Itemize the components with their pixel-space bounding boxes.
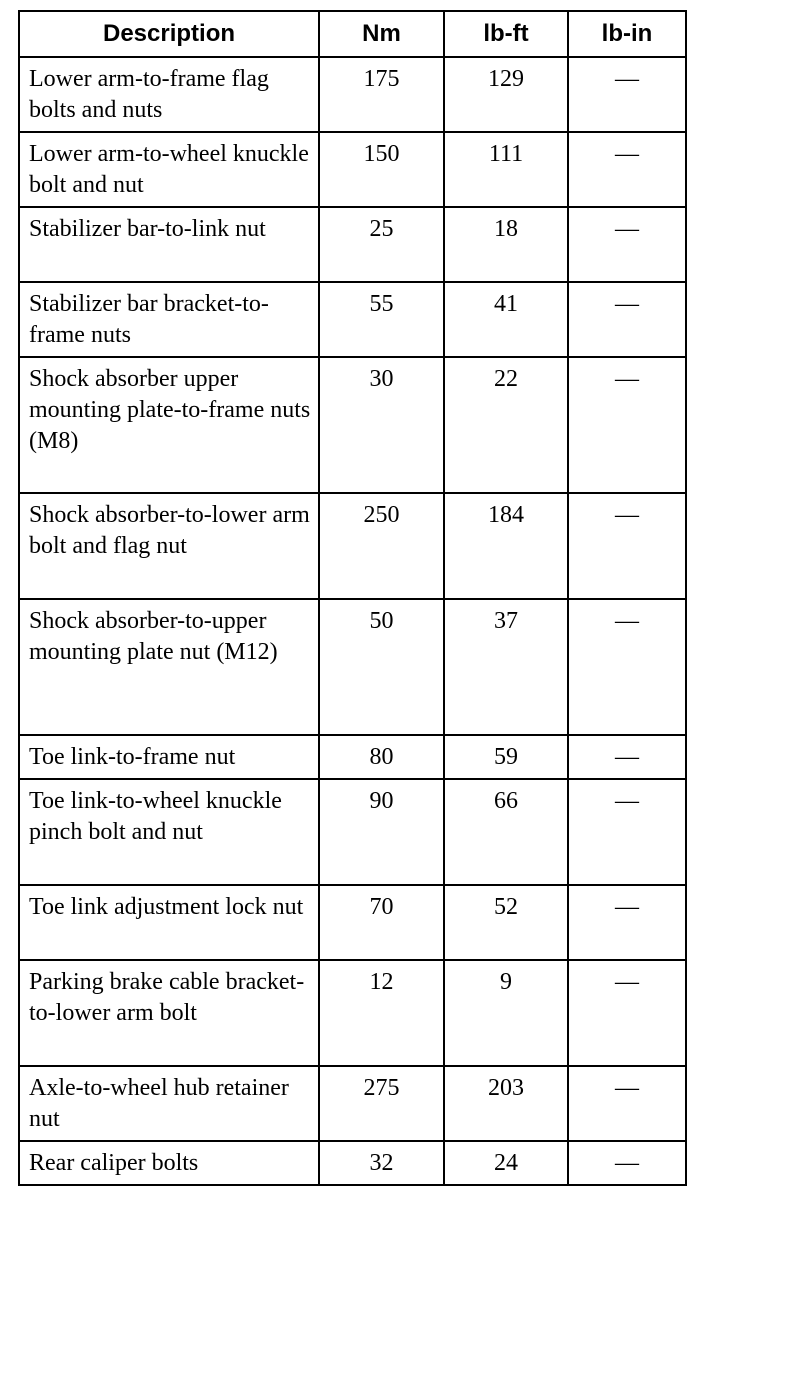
- row-lb-in: —: [568, 57, 686, 132]
- header-lb-ft: lb-ft: [444, 11, 568, 57]
- table-row: [19, 207, 686, 282]
- table-row: [19, 1141, 686, 1185]
- row-lb-ft: 22: [444, 357, 568, 493]
- row-lb-ft: 111: [444, 132, 568, 207]
- row-description: Toe link-to-wheel knuckle pinch bolt and nut: [19, 779, 319, 885]
- row-nm: 25: [319, 207, 444, 282]
- row-nm: 50: [319, 599, 444, 735]
- row-lb-in: —: [568, 282, 686, 357]
- row-description: Parking brake cable bracket-to-lower arm bolt: [19, 960, 319, 1066]
- row-lb-in: —: [568, 493, 686, 599]
- row-lb-ft: 203: [444, 1066, 568, 1141]
- row-nm: 32: [319, 1141, 444, 1185]
- row-lb-ft: 184: [444, 493, 568, 599]
- table-row: [19, 779, 686, 885]
- row-lb-ft: 9: [444, 960, 568, 1066]
- table-row: [19, 960, 686, 1066]
- row-nm: 175: [319, 57, 444, 132]
- row-description: Shock absorber-to-lower arm bolt and flag nut: [19, 493, 319, 599]
- row-lb-ft: 66: [444, 779, 568, 885]
- row-nm: 12: [319, 960, 444, 1066]
- row-nm: 150: [319, 132, 444, 207]
- row-description: Stabilizer bar bracket-to-frame nuts: [19, 282, 319, 357]
- row-lb-in: —: [568, 735, 686, 779]
- row-lb-ft: 37: [444, 599, 568, 735]
- row-lb-in: —: [568, 960, 686, 1066]
- table-row: [19, 493, 686, 599]
- row-lb-in: —: [568, 207, 686, 282]
- row-lb-in: —: [568, 132, 686, 207]
- torque-spec-table: [18, 10, 687, 1186]
- table-row: [19, 57, 686, 132]
- row-lb-in: —: [568, 779, 686, 885]
- row-description: Toe link-to-frame nut: [19, 735, 319, 779]
- header-row: [19, 11, 686, 57]
- row-nm: 250: [319, 493, 444, 599]
- row-description: Shock absorber upper mounting plate-to-frame nuts (M8): [19, 357, 319, 493]
- table-row: [19, 1066, 686, 1141]
- row-nm: 90: [319, 779, 444, 885]
- table-row: [19, 599, 686, 735]
- row-lb-in: —: [568, 599, 686, 735]
- row-nm: 275: [319, 1066, 444, 1141]
- table-row: [19, 357, 686, 493]
- row-nm: 30: [319, 357, 444, 493]
- row-lb-in: —: [568, 885, 686, 960]
- row-nm: 70: [319, 885, 444, 960]
- row-lb-in: —: [568, 357, 686, 493]
- row-lb-ft: 24: [444, 1141, 568, 1185]
- row-description: Lower arm-to-frame flag bolts and nuts: [19, 57, 319, 132]
- table-row: [19, 132, 686, 207]
- row-lb-ft: 129: [444, 57, 568, 132]
- row-description: Lower arm-to-wheel knuckle bolt and nut: [19, 132, 319, 207]
- row-nm: 55: [319, 282, 444, 357]
- row-lb-ft: 59: [444, 735, 568, 779]
- row-description: Axle-to-wheel hub retainer nut: [19, 1066, 319, 1141]
- row-description: Shock absorber-to-upper mounting plate nut (M12): [19, 599, 319, 735]
- row-lb-ft: 41: [444, 282, 568, 357]
- row-description: Toe link adjustment lock nut: [19, 885, 319, 960]
- row-lb-in: —: [568, 1141, 686, 1185]
- table-row: [19, 735, 686, 779]
- row-description: Stabilizer bar-to-link nut: [19, 207, 319, 282]
- header-description: Description: [19, 11, 319, 57]
- row-description: Rear caliper bolts: [19, 1141, 319, 1185]
- table-row: [19, 885, 686, 960]
- header-lb-in: lb-in: [568, 11, 686, 57]
- row-lb-ft: 18: [444, 207, 568, 282]
- row-nm: 80: [319, 735, 444, 779]
- table-row: [19, 282, 686, 357]
- header-nm: Nm: [319, 11, 444, 57]
- row-lb-in: —: [568, 1066, 686, 1141]
- row-lb-ft: 52: [444, 885, 568, 960]
